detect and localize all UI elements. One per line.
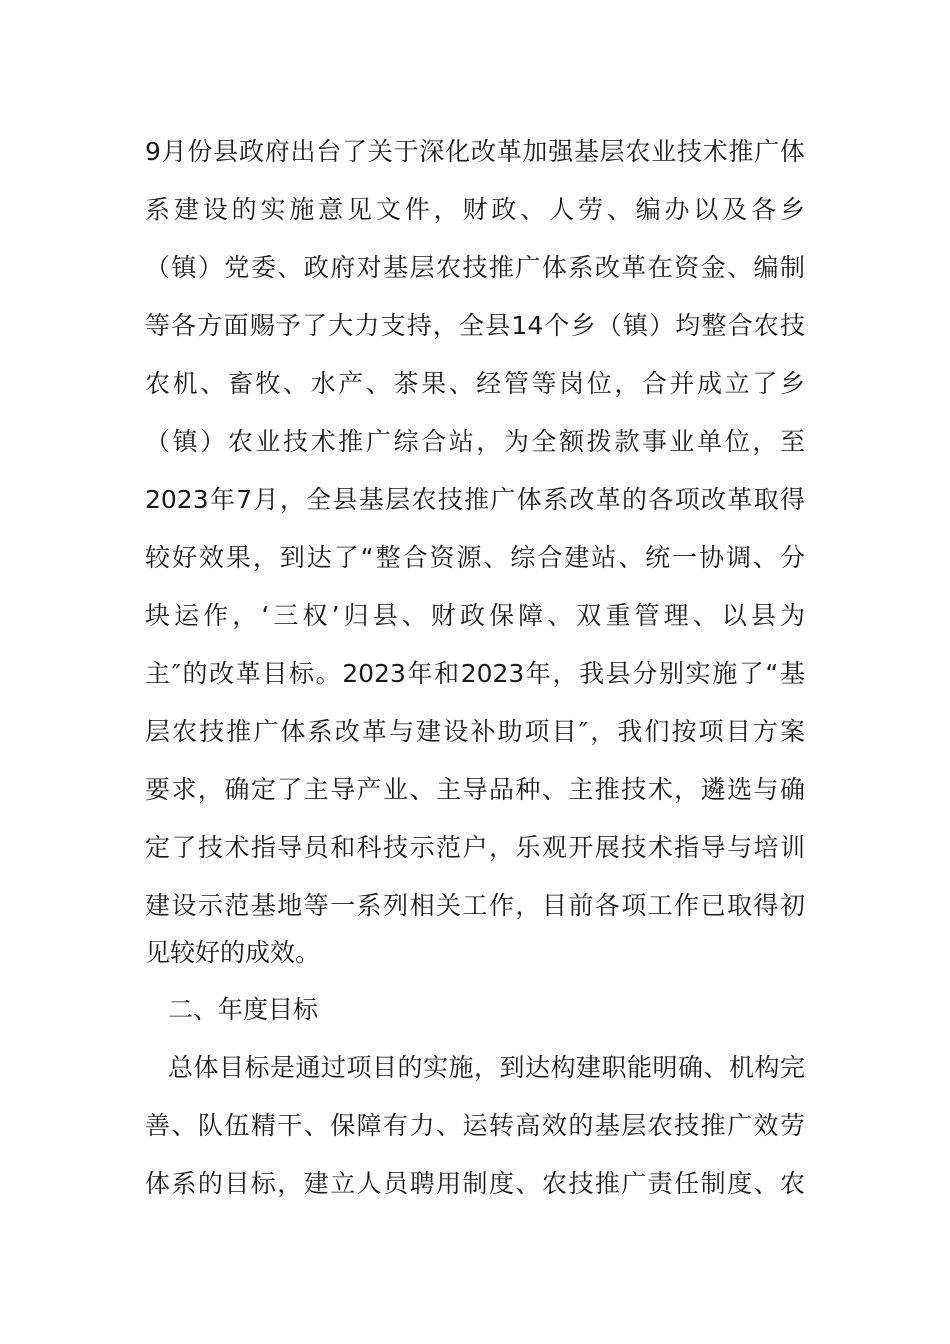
text-line: 建设示范基地等一系列相关工作，目前各项工作已取得初 bbox=[145, 891, 805, 920]
text-line: （镇）党委、政府对基层农技推广体系改革在资金、编制 bbox=[145, 253, 805, 282]
text-line: 见较好的成效。 bbox=[145, 938, 321, 967]
text-line: （镇）农业技术推广综合站，为全额拨款事业单位，至 bbox=[145, 427, 805, 456]
text-line: 2023年7月，全县基层农技推广体系改革的各项改革取得 bbox=[145, 485, 805, 514]
text-line: 主″的改革目标。2023年和2023年，我县分别实施了“基 bbox=[145, 659, 805, 688]
section-heading: 二、年度目标 bbox=[168, 995, 319, 1024]
text-line: 块运作，‘三权’归县、财政保障、双重管理、以县为 bbox=[145, 601, 805, 630]
text-line: 要求，确定了主导产业、主导品种、主推技术，遴选与确 bbox=[145, 775, 805, 804]
text-line: 9月份县政府出台了关于深化改革加强基层农业技术推广体 bbox=[145, 137, 805, 166]
text-line: 善、队伍精干、保障有力、运转高效的基层农技推广效劳 bbox=[145, 1111, 805, 1140]
text-line: 总体目标是通过项目的实施，到达构建职能明确、机构完 bbox=[168, 1053, 805, 1082]
text-line: 层农技推广体系改革与建设补助项目″，我们按项目方案 bbox=[145, 717, 805, 746]
text-line: 农机、畜牧、水产、茶果、经管等岗位，合并成立了乡 bbox=[145, 369, 805, 398]
text-line: 较好效果，到达了“整合资源、综合建站、统一协调、分 bbox=[145, 543, 805, 572]
text-line: 体系的目标，建立人员聘用制度、农技推广责任制度、农 bbox=[145, 1169, 805, 1198]
text-line: 系建设的实施意见文件，财政、人劳、编办以及各乡 bbox=[145, 195, 805, 224]
text-line: 定了技术指导员和科技示范户，乐观开展技术指导与培训 bbox=[145, 833, 805, 862]
text-line: 等各方面赐予了大力支持，全县14个乡（镇）均整合农技 bbox=[145, 311, 805, 340]
